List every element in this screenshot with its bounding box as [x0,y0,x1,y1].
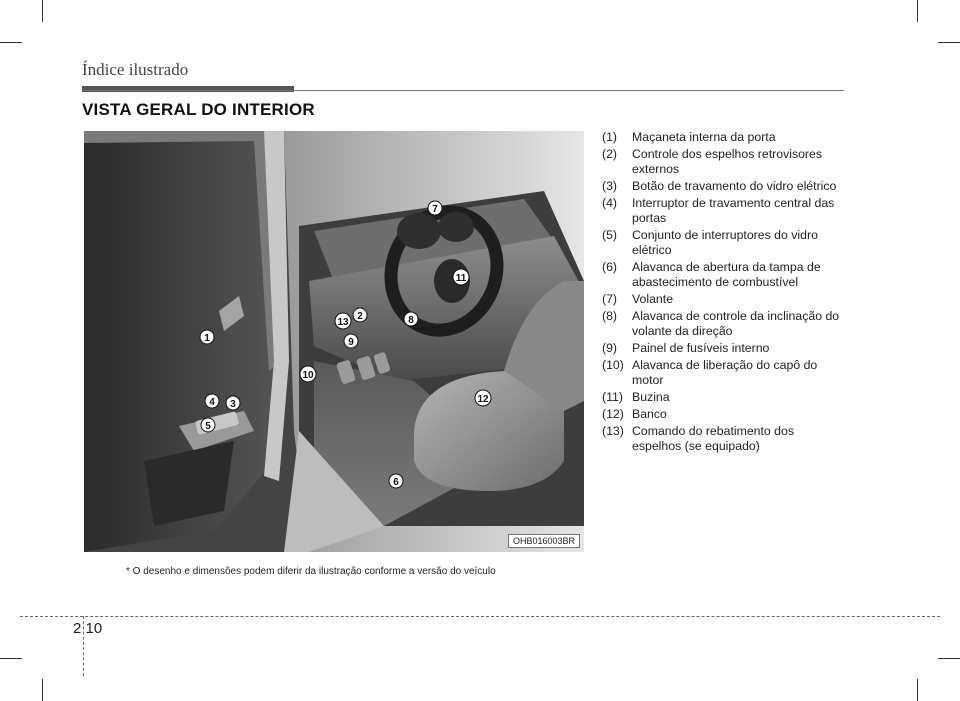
legend-item: (11) Buzina [602,390,670,404]
legend-list [602,130,842,456]
callout-9 [344,334,358,348]
callout-10 [300,366,316,382]
callout-5 [201,418,215,432]
svg-text:7: 7 [432,204,438,215]
callout-2 [353,308,367,322]
svg-text:9: 9 [348,337,354,348]
legend-item: (2) Controle dos espelhos retrovisores externos [602,147,823,176]
legend-item: (13) Comando do rebatimento dos espelhos (se equipado) [602,424,795,453]
callout-7 [428,201,442,215]
callout-4 [205,394,219,408]
callout-8 [404,312,418,326]
footer-rule [20,616,940,617]
section-title: VISTA GERAL DO INTERIOR [82,100,315,119]
crop-mark [42,0,43,22]
svg-text:2: 2 [357,311,363,322]
callout-12 [475,390,491,406]
legend-item: (6) Alavanca de abertura da tampa de abastecimento de combustível [602,260,821,289]
legend-item: (1) Maçaneta interna da porta [602,130,776,144]
crop-mark [938,42,960,43]
crop-mark [0,42,22,43]
legend-item: (8) Alavanca de controle da inclinação do volante da direção [602,309,840,338]
svg-text:6: 6 [393,477,399,488]
svg-text:1: 1 [204,333,210,344]
figure-code: OHB016003BR [508,534,580,548]
legend-item: (12) Banco [602,407,667,421]
legend-item: (7) Volante [602,292,674,306]
svg-text:8: 8 [408,315,414,326]
callout-1 [200,330,214,344]
svg-text:4: 4 [209,397,215,408]
crop-mark [917,679,918,701]
svg-text:5: 5 [205,421,211,432]
svg-text:11: 11 [455,273,467,284]
svg-text:13: 13 [337,317,349,328]
legend-item: (3) Botão de travamento do vidro elétrico [602,179,837,193]
svg-text:10: 10 [302,370,314,381]
svg-text:12: 12 [477,394,489,405]
footnote: * O desenho e dimensões podem diferir da ilustração conforme a versão do veículo [126,566,496,577]
callout-6 [389,474,403,488]
interior-drawing [84,131,584,552]
callout-11 [453,269,469,285]
crop-mark [938,658,960,659]
crop-mark [42,679,43,701]
header-rule-accent [82,86,294,92]
legend-item: (4) Interruptor de travamento central das portas [602,196,835,225]
running-title: Índice ilustrado [82,60,189,79]
callout-3 [226,396,240,410]
legend-item: (5) Conjunto de interruptores do vidro elétrico [602,228,818,257]
legend-item: (10) Alavanca de liberação do capô do motor [602,358,818,387]
page-number: 2 10 [73,620,103,637]
crop-mark [0,658,22,659]
legend-item: (9) Painel de fusíveis interno [602,341,770,355]
crop-mark [917,0,918,22]
svg-text:3: 3 [230,399,236,410]
callout-13 [335,313,351,329]
header-rule [82,90,844,91]
interior-illustration [84,131,584,552]
